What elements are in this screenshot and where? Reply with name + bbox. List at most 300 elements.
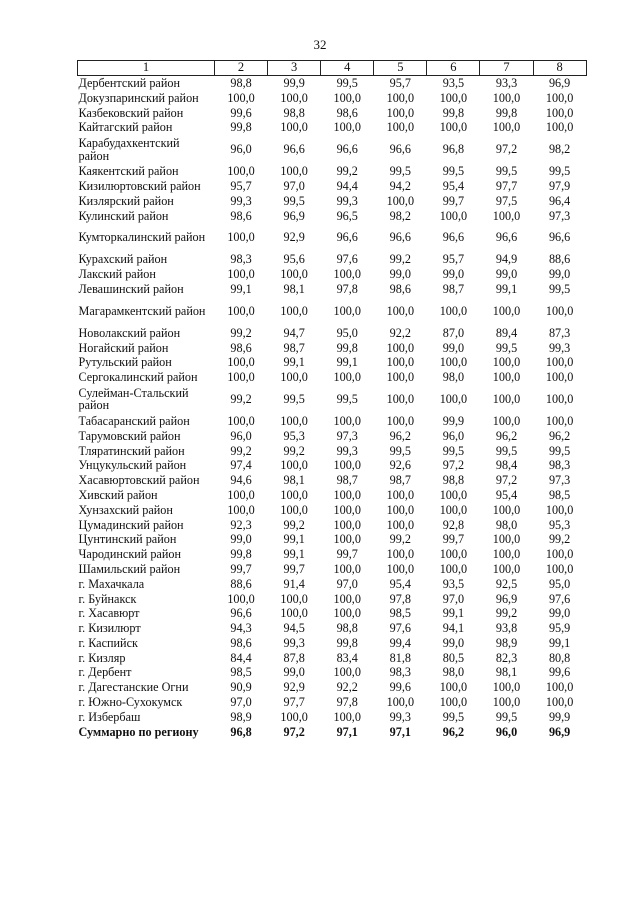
- cell-value: 100,0: [333, 665, 361, 680]
- cell-value: 99,0: [230, 532, 252, 547]
- cell-value: 98,7: [283, 340, 305, 355]
- cell-value: 100,0: [333, 120, 361, 135]
- cell-value: 100,0: [545, 120, 574, 135]
- table-row: [78, 414, 587, 429]
- cell-value: 95,7: [230, 178, 252, 193]
- table-row: [78, 267, 587, 282]
- total-row: [78, 725, 587, 740]
- cell-value: 98,6: [230, 208, 252, 223]
- cell-value: 100,0: [333, 487, 361, 502]
- cell-value: 100,0: [386, 695, 415, 710]
- row-label: г. Южно-Сухокумск: [78, 695, 183, 710]
- table-row: [78, 164, 587, 179]
- cell-value: 100,0: [280, 413, 308, 428]
- cell-value: 99,0: [389, 267, 411, 282]
- cell-value: 87,8: [283, 650, 305, 665]
- cell-value: 95,3: [548, 517, 571, 532]
- cell-value: 99,5: [283, 392, 305, 407]
- cell-value: 97,6: [389, 621, 411, 636]
- row-label: Кизлярский район: [78, 193, 174, 208]
- cell-value: 96,8: [442, 142, 465, 157]
- row-label: г. Буйнакск: [78, 591, 137, 606]
- table-row: [78, 488, 587, 503]
- cell-value: 91,4: [283, 576, 305, 591]
- cell-value: 100,0: [492, 695, 521, 710]
- table-row: [78, 695, 587, 710]
- cell-value: 100,0: [439, 680, 468, 695]
- cell-value: 99,6: [389, 680, 411, 695]
- cell-value: 98,6: [230, 635, 252, 650]
- cell-value: 99,0: [442, 267, 465, 282]
- cell-value: 100,0: [545, 695, 574, 710]
- cell-value: 97,0: [336, 576, 358, 591]
- column-header-5: 5: [374, 61, 427, 76]
- cell-value: 100,0: [280, 487, 308, 502]
- cell-value: 96,0: [442, 428, 465, 443]
- cell-value: 100,0: [545, 680, 574, 695]
- cell-value: 100,0: [545, 370, 574, 385]
- cell-value: 100,0: [386, 355, 415, 370]
- cell-value: 95,7: [442, 252, 465, 267]
- cell-value: 99,5: [389, 443, 411, 458]
- cell-value: 98,6: [230, 340, 252, 355]
- cell-value: 97,5: [495, 193, 518, 208]
- table-row: [78, 76, 587, 91]
- cell-value: 100,0: [439, 487, 468, 502]
- cell-value: 100,0: [492, 208, 521, 223]
- cell-value: 98,0: [442, 370, 465, 385]
- cell-value: 96,9: [495, 591, 518, 606]
- cell-value: 98,2: [548, 142, 571, 157]
- cell-value: 96,5: [336, 208, 358, 223]
- cell-value: 100,0: [333, 370, 361, 385]
- cell-value: 99,2: [389, 532, 411, 547]
- cell-value: 96,8: [230, 724, 252, 739]
- cell-value: 100,0: [333, 591, 361, 606]
- cell-value: 99,1: [283, 532, 305, 547]
- cell-value: 99,7: [283, 561, 305, 576]
- cell-value: 100,0: [386, 487, 415, 502]
- cell-value: 100,0: [333, 606, 361, 621]
- cell-value: 96,6: [548, 230, 571, 245]
- table-header: [78, 61, 587, 76]
- row-label: Табасаранский район: [78, 413, 190, 428]
- cell-value: 100,0: [227, 267, 255, 282]
- cell-value: 100,0: [386, 502, 415, 517]
- cell-value: 99,5: [495, 443, 518, 458]
- cell-value: 87,0: [442, 325, 465, 340]
- cell-value: 94,6: [230, 473, 252, 488]
- cell-value: 99,1: [283, 547, 305, 562]
- cell-value: 82,3: [495, 650, 518, 665]
- cell-value: 95,4: [389, 576, 411, 591]
- table-row: [78, 532, 587, 547]
- table-row: [78, 636, 587, 651]
- cell-value: 92,5: [495, 576, 518, 591]
- row-label: Лакский район: [78, 267, 156, 282]
- row-label: г. Каспийск: [78, 635, 138, 650]
- cell-value: 98,5: [230, 665, 252, 680]
- row-label: Кулинский район: [78, 208, 169, 223]
- table-row: [78, 577, 587, 592]
- cell-value: 99,8: [230, 120, 252, 135]
- cell-value: 99,0: [495, 267, 518, 282]
- cell-value: 97,0: [283, 178, 305, 193]
- cell-value: 99,3: [336, 193, 358, 208]
- cell-value: 96,6: [389, 230, 411, 245]
- cell-value: 100,0: [386, 413, 415, 428]
- row-label: Сулейман-Стальский район: [78, 385, 189, 413]
- cell-value: 100,0: [333, 267, 361, 282]
- row-label: Тарумовский район: [78, 428, 181, 443]
- cell-value: 96,6: [336, 142, 358, 157]
- cell-value: 92,9: [283, 230, 305, 245]
- cell-value: 99,5: [389, 164, 411, 179]
- cell-value: 100,0: [545, 561, 574, 576]
- table-row: [78, 592, 587, 607]
- cell-value: 100,0: [492, 392, 521, 407]
- cell-value: 100,0: [280, 458, 308, 473]
- row-label: Рутульский район: [78, 355, 172, 370]
- cell-value: 99,5: [548, 164, 571, 179]
- cell-value: 97,8: [336, 281, 358, 296]
- cell-value: 100,0: [227, 413, 255, 428]
- row-label: Новолакский район: [78, 325, 181, 340]
- cell-value: 100,0: [492, 303, 521, 318]
- cell-value: 92,9: [283, 680, 305, 695]
- cell-value: 100,0: [386, 90, 415, 105]
- cell-value: 98,3: [548, 458, 571, 473]
- cell-value: 100,0: [333, 517, 361, 532]
- table-row: [78, 606, 587, 621]
- cell-value: 100,0: [280, 502, 308, 517]
- header-row: [78, 61, 587, 76]
- cell-value: 99,1: [230, 281, 252, 296]
- cell-value: 96,6: [283, 142, 305, 157]
- row-label: Цумадинский район: [78, 517, 184, 532]
- cell-value: 99,4: [389, 635, 411, 650]
- cell-value: 100,0: [545, 355, 574, 370]
- cell-value: 100,0: [227, 90, 255, 105]
- cell-value: 99,9: [283, 75, 305, 90]
- cell-value: 100,0: [386, 120, 415, 135]
- cell-value: 100,0: [492, 90, 521, 105]
- table-row: [78, 223, 587, 252]
- cell-value: 100,0: [227, 230, 255, 245]
- table-row: [78, 547, 587, 562]
- cell-value: 100,0: [492, 413, 521, 428]
- cell-value: 95,3: [283, 428, 305, 443]
- cell-value: 92,2: [336, 680, 358, 695]
- cell-value: 96,9: [548, 75, 571, 90]
- cell-value: 99,1: [283, 355, 305, 370]
- cell-value: 98,6: [389, 281, 411, 296]
- cell-value: 100,0: [439, 120, 468, 135]
- cell-value: 97,8: [336, 695, 358, 710]
- table-row: [78, 355, 587, 370]
- row-label: Хунзахский район: [78, 502, 173, 517]
- cell-value: 100,0: [333, 561, 361, 576]
- cell-value: 100,0: [333, 458, 361, 473]
- cell-value: 98,5: [389, 606, 411, 621]
- cell-value: 98,7: [442, 281, 465, 296]
- cell-value: 99,5: [442, 709, 465, 724]
- cell-value: 96,6: [336, 230, 358, 245]
- cell-value: 98,9: [495, 635, 518, 650]
- cell-value: 98,9: [230, 709, 252, 724]
- row-label: Кайтагский район: [78, 120, 173, 135]
- cell-value: 97,2: [442, 458, 465, 473]
- table-row: [78, 341, 587, 356]
- table-row: [78, 562, 587, 577]
- cell-value: 96,2: [495, 428, 518, 443]
- cell-value: 100,0: [439, 303, 468, 318]
- row-label: Хивский район: [78, 487, 158, 502]
- cell-value: 100,0: [333, 303, 361, 318]
- cell-value: 99,3: [548, 340, 571, 355]
- cell-value: 99,5: [548, 443, 571, 458]
- cell-value: 97,0: [442, 591, 465, 606]
- cell-value: 99,8: [336, 635, 358, 650]
- cell-value: 100,0: [280, 267, 308, 282]
- cell-value: 100,0: [227, 303, 255, 318]
- cell-value: 100,0: [439, 90, 468, 105]
- cell-value: 100,0: [227, 502, 255, 517]
- cell-value: 93,8: [495, 621, 518, 636]
- cell-value: 96,6: [495, 230, 518, 245]
- cell-value: 100,0: [439, 695, 468, 710]
- table-row: [78, 179, 587, 194]
- table-row: [78, 710, 587, 725]
- cell-value: 98,8: [442, 473, 465, 488]
- cell-value: 100,0: [545, 303, 574, 318]
- cell-value: 98,1: [283, 473, 305, 488]
- cell-value: 99,0: [548, 606, 571, 621]
- row-label: Дербентский район: [78, 75, 180, 90]
- cell-value: 98,3: [389, 665, 411, 680]
- table-row: [78, 651, 587, 666]
- cell-value: 95,7: [389, 75, 411, 90]
- row-label: Унцукульский район: [78, 458, 187, 473]
- cell-value: 96,6: [389, 142, 411, 157]
- cell-value: 80,5: [442, 650, 465, 665]
- cell-value: 100,0: [439, 208, 468, 223]
- cell-value: 99,5: [442, 164, 465, 179]
- row-label: г. Дагестанские Огни: [78, 680, 189, 695]
- cell-value: 99,5: [495, 340, 518, 355]
- row-label: г. Махачкала: [78, 576, 145, 591]
- cell-value: 100,0: [439, 561, 468, 576]
- table-row: [78, 106, 587, 121]
- cell-value: 98,5: [548, 487, 571, 502]
- cell-value: 99,3: [389, 709, 411, 724]
- cell-value: 100,0: [280, 303, 308, 318]
- cell-value: 98,7: [336, 473, 358, 488]
- table-row: [78, 297, 587, 326]
- cell-value: 100,0: [386, 193, 415, 208]
- column-header-7: 7: [480, 61, 533, 76]
- cell-value: 96,2: [389, 428, 411, 443]
- cell-value: 100,0: [386, 105, 415, 120]
- table-row: [78, 666, 587, 681]
- cell-value: 95,0: [548, 576, 571, 591]
- cell-value: 100,0: [545, 90, 574, 105]
- cell-value: 100,0: [280, 164, 308, 179]
- cell-value: 100,0: [439, 392, 468, 407]
- cell-value: 99,6: [548, 665, 571, 680]
- cell-value: 100,0: [439, 502, 468, 517]
- table-row: [78, 370, 587, 385]
- cell-value: 100,0: [492, 547, 521, 562]
- cell-value: 99,5: [442, 443, 465, 458]
- cell-value: 100,0: [545, 392, 574, 407]
- cell-value: 99,5: [283, 193, 305, 208]
- cell-value: 100,0: [333, 413, 361, 428]
- cell-value: 99,0: [442, 635, 465, 650]
- row-label: г. Кизилюрт: [78, 621, 141, 636]
- cell-value: 92,8: [442, 517, 465, 532]
- cell-value: 94,3: [230, 621, 252, 636]
- cell-value: 100,0: [386, 547, 415, 562]
- cell-value: 95,0: [336, 325, 358, 340]
- cell-value: 100,0: [280, 709, 308, 724]
- table-row: [78, 621, 587, 636]
- cell-value: 98,6: [336, 105, 358, 120]
- column-header-8: 8: [533, 61, 586, 76]
- cell-value: 100,0: [492, 561, 521, 576]
- table-row: [78, 120, 587, 135]
- cell-value: 98,1: [283, 281, 305, 296]
- row-label: г. Дербент: [78, 665, 132, 680]
- cell-value: 92,3: [230, 517, 252, 532]
- cell-value: 96,0: [230, 428, 252, 443]
- cell-value: 96,6: [230, 606, 252, 621]
- table-row: [78, 429, 587, 444]
- cell-value: 98,3: [230, 252, 252, 267]
- cell-value: 99,9: [548, 709, 571, 724]
- cell-value: 94,7: [283, 325, 305, 340]
- cell-value: 100,0: [386, 517, 415, 532]
- cell-value: 100,0: [333, 709, 361, 724]
- cell-value: 88,6: [548, 252, 571, 267]
- cell-value: 100,0: [492, 120, 521, 135]
- cell-value: 99,5: [495, 164, 518, 179]
- cell-value: 100,0: [386, 303, 415, 318]
- cell-value: 99,7: [336, 547, 358, 562]
- cell-value: 93,3: [495, 75, 518, 90]
- cell-value: 99,0: [442, 340, 465, 355]
- cell-value: 96,0: [230, 142, 252, 157]
- cell-value: 95,6: [283, 252, 305, 267]
- row-label: Докузпаринский район: [78, 90, 199, 105]
- cell-value: 99,5: [336, 75, 358, 90]
- column-header-6: 6: [427, 61, 480, 76]
- cell-value: 100,0: [280, 370, 308, 385]
- cell-value: 100,0: [227, 370, 255, 385]
- cell-value: 92,2: [389, 325, 411, 340]
- cell-value: 98,0: [495, 517, 518, 532]
- cell-value: 98,8: [230, 75, 252, 90]
- cell-value: 100,0: [492, 532, 521, 547]
- cell-value: 99,3: [230, 193, 252, 208]
- cell-value: 100,0: [439, 547, 468, 562]
- cell-value: 97,7: [495, 178, 518, 193]
- cell-value: 100,0: [227, 164, 255, 179]
- cell-value: 88,6: [230, 576, 252, 591]
- cell-value: 100,0: [386, 392, 415, 407]
- column-header-3: 3: [268, 61, 321, 76]
- cell-value: 96,2: [442, 724, 465, 739]
- row-label: Чародинский район: [78, 547, 181, 562]
- cell-value: 94,5: [283, 621, 305, 636]
- cell-value: 100,0: [333, 90, 361, 105]
- cell-value: 94,4: [336, 178, 358, 193]
- row-label: г. Избербаш: [78, 709, 141, 724]
- cell-value: 100,0: [280, 90, 308, 105]
- cell-value: 100,0: [227, 355, 255, 370]
- row-label: Карабудахкентский район: [78, 135, 180, 163]
- table-body: [78, 76, 587, 740]
- cell-value: 96,0: [495, 724, 518, 739]
- statistics-table: [77, 60, 587, 739]
- cell-value: 98,1: [495, 665, 518, 680]
- cell-value: 97,2: [495, 142, 518, 157]
- row-label: Казбековский район: [78, 105, 184, 120]
- table-row: [78, 473, 587, 488]
- cell-value: 98,8: [283, 105, 305, 120]
- cell-value: 97,8: [389, 591, 411, 606]
- cell-value: 99,8: [442, 105, 465, 120]
- table-row: [78, 680, 587, 695]
- row-label: Суммарно по региону: [78, 724, 199, 739]
- cell-value: 100,0: [227, 487, 255, 502]
- cell-value: 100,0: [492, 370, 521, 385]
- cell-value: 100,0: [333, 502, 361, 517]
- cell-value: 99,2: [283, 443, 305, 458]
- cell-value: 81,8: [389, 650, 411, 665]
- cell-value: 100,0: [386, 340, 415, 355]
- column-header-4: 4: [321, 61, 374, 76]
- cell-value: 94,1: [442, 621, 465, 636]
- cell-value: 99,2: [548, 532, 571, 547]
- cell-value: 97,0: [230, 695, 252, 710]
- cell-value: 83,4: [336, 650, 358, 665]
- page-number: 32: [313, 37, 327, 52]
- cell-value: 95,9: [548, 621, 571, 636]
- table-row: [78, 209, 587, 224]
- cell-value: 100,0: [333, 532, 361, 547]
- cell-value: 99,6: [230, 105, 252, 120]
- cell-value: 99,1: [548, 635, 571, 650]
- cell-value: 100,0: [227, 591, 255, 606]
- table-row: [78, 326, 587, 341]
- cell-value: 100,0: [545, 502, 574, 517]
- cell-value: 99,2: [230, 325, 252, 340]
- cell-value: 99,2: [230, 392, 252, 407]
- cell-value: 99,2: [336, 164, 358, 179]
- cell-value: 96,9: [283, 208, 305, 223]
- table-row: [78, 458, 587, 473]
- cell-value: 99,2: [389, 252, 411, 267]
- cell-value: 98,2: [389, 208, 411, 223]
- cell-value: 100,0: [545, 547, 574, 562]
- row-label: Кизилюртовский район: [78, 178, 201, 193]
- cell-value: 100,0: [280, 606, 308, 621]
- row-label: Тляратинский район: [78, 443, 185, 458]
- cell-value: 98,7: [389, 473, 411, 488]
- row-label: г. Хасавюрт: [78, 606, 140, 621]
- table-row: [78, 91, 587, 106]
